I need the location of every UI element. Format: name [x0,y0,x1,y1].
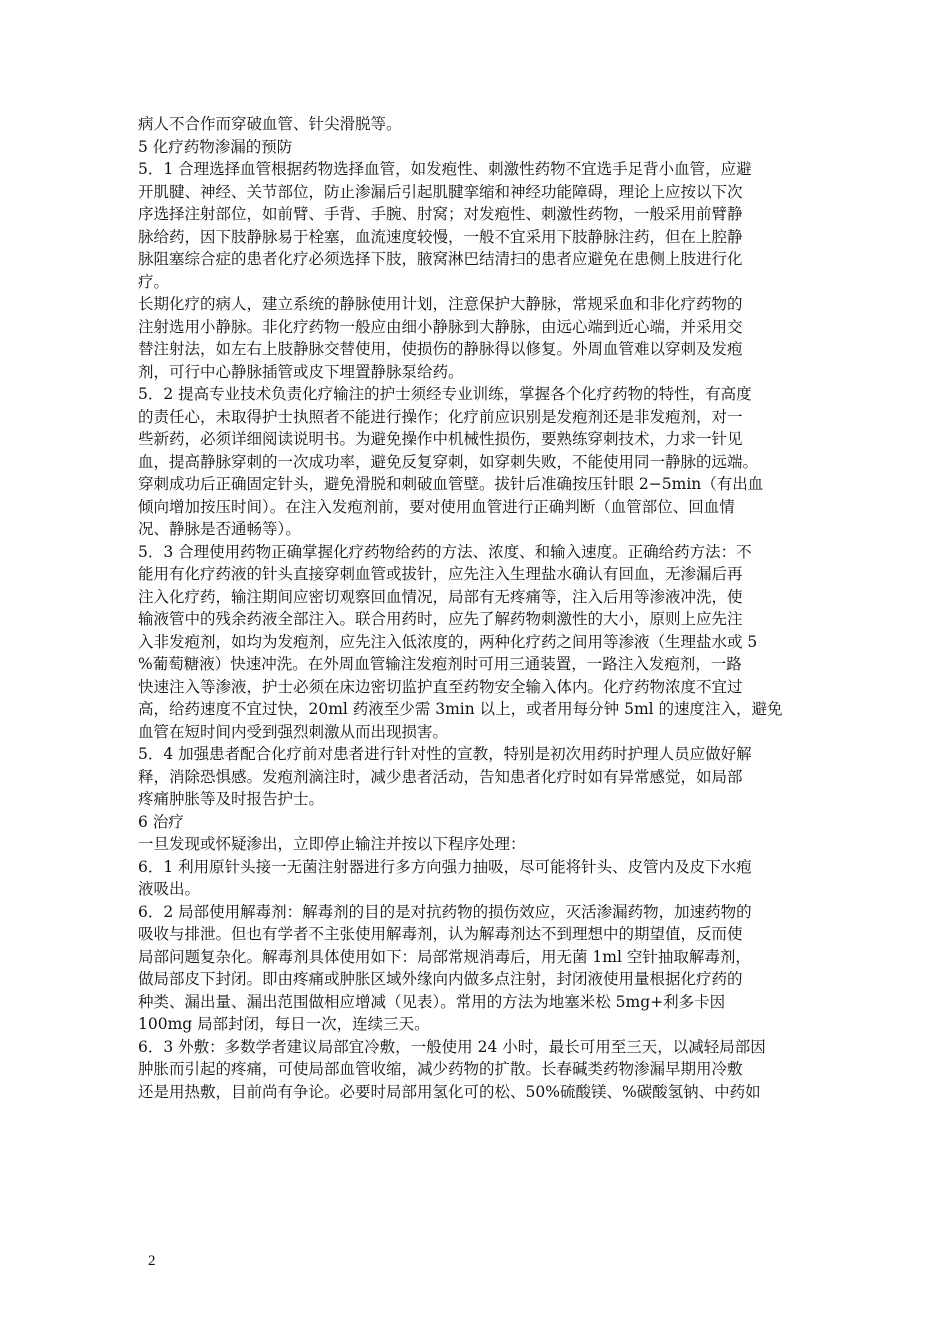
text-line: 些新药，必须详细阅读说明书。为避免操作中机械性损伤，要熟练穿刺技术，力求一针见 [138,430,743,448]
text-line: 序选择注射部位，如前臂、手背、手腕、肘窝；对发疱性、刺激性药物，一般采用前臂静 [138,205,743,223]
text-line: 种类、漏出量、漏出范围做相应增减（见表）。常用的方法为地塞米松 5mg+利多卡因 [138,992,726,1011]
text-line: 肿胀而引起的疼痛，可使局部血管收缩，减少药物的扩散。长春碱类药物渗漏早期用冷敷 [138,1060,743,1078]
text-line: %葡萄糖液）快速冲洗。在外周血管输注发疱剂时可用三通装置，一路注入发疱剂，一路 [138,655,742,673]
text-line: 血，提高静脉穿刺的一次成功率，避免反复穿刺，如穿刺失败，不能使用同一静脉的远端。 [138,452,759,471]
page-number: 2 [148,1253,156,1269]
text-line: 高，给药速度不宜过快，20ml 药液至少需 3min 以上，或者用每分钟 5ml 的速度注入，避免 [138,700,783,718]
text-line: 吸收与排泄。但也有学者不主张使用解毒剂，认为解毒剂达不到理想中的期望值，反而使 [138,925,743,943]
text-line: 还是用热敷，目前尚有争论。必要时局部用氢化可的松、50%硫酸镁、%碳酸氢钠、中药如 [138,1082,761,1101]
text-line: 一旦发现或怀疑渗出，立即停止输注并按以下程序处理： [138,835,526,853]
text-line: 疗。 [138,272,170,291]
text-line: 长期化疗的病人，建立系统的静脉使用计划，注意保护大静脉，常规采血和非化疗药物的 [138,295,743,313]
document-body-text [138,113,818,1103]
text-line: 病人不合作而穿破血管、针尖滑脱等。 [138,115,402,133]
text-line: 快速注入等渗液，护士必须在床边密切监护直至药物安全输入体内。化疗药物浓度不宜过 [138,677,743,696]
text-line: 的责任心，未取得护士执照者不能进行操作；化疗前应识别是发疱剂还是非发疱剂，对一 [138,407,743,426]
text-line: 100mg 局部封闭，每日一次，连续三天。 [138,1015,430,1033]
text-line: 注入化疗药，输注期间应密切观察回血情况，局部有无疼痛等，注入后用等渗液冲洗，使 [138,587,743,606]
text-line: 6 治疗 [138,812,184,831]
text-line: 输液管中的残余药液全部注入。联合用药时，应先了解药物刺激性的大小，原则上应先注 [138,610,743,628]
text-line: 倾向增加按压时间）。在注入发疱剂前，要对使用血管进行正确判断（血管部位、回血情 [138,497,735,516]
text-line: 况、静脉是否通畅等）。 [138,520,301,538]
text-line: 5．1 合理选择血管根据药物选择血管，如发疱性、刺激性药物不宜选手足背小血管，应避 [138,160,752,178]
text-line: 注射选用小静脉。非化疗药物一般应由细小静脉到大静脉，由远心端到近心端，并采用交 [138,317,743,336]
text-line: 5．4 加强患者配合化疗前对患者进行针对性的宣教，特别是初次用药时护理人员应做好解 [138,745,752,763]
text-line: 做局部皮下封闭。即由疼痛或肿胀区域外缘向内做多点注射，封闭液使用量根据化疗药的 [138,970,743,988]
text-line: 脉给药，因下肢静脉易于栓塞，血流速度较慢，一般不宜采用下肢静脉注药，但在上腔静 [138,227,743,246]
text-line: 液吸出。 [138,880,201,898]
text-line: 入非发疱剂，如均为发疱剂，应先注入低浓度的，两种化疗药之间用等渗液（生理盐水或 5 [138,632,758,651]
text-line: 6．3 外敷：多数学者建议局部宜冷敷，一般使用 24 小时，最长可用至三天，以减轻局部因 [138,1037,766,1056]
text-line: 释，消除恐惧感。发疱剂滴注时，减少患者活动，告知患者化疗时如有异常感觉，如局部 [138,767,743,786]
text-line: 5．2 提高专业技术负责化疗输注的护士须经专业训练，掌握各个化疗药物的特性，有高度 [138,385,752,403]
text-line: 替注射法，如左右上肢静脉交替使用，使损伤的静脉得以修复。外周血管难以穿刺及发疱 [138,340,743,358]
text-line: 血管在短时间内受到强烈刺激从而出现损害。 [138,722,449,741]
text-line: 穿刺成功后正确固定针头，避免滑脱和刺破血管壁。拔针后准确按压针眼 2−5min（有出血 [138,475,764,493]
text-line: 5 化疗药物渗漏的预防 [138,137,293,156]
text-line: 局部问题复杂化。解毒剂具体使用如下：局部常规消毒后，用无菌 1ml 空针抽取解毒剂， [138,947,751,966]
text-line: 脉阻塞综合症的患者化疗必须选择下肢，腋窝淋巴结清扫的患者应避免在患侧上肢进行化 [138,250,743,268]
text-line: 5．3 合理使用药物正确掌握化疗药物给药的方法、浓度、和输入速度。正确给药方法：不 [138,542,752,561]
text-line: 开肌腱、神经、关节部位，防止渗漏后引起肌腱挛缩和神经功能障碍，理论上应按以下次 [138,182,743,201]
text-line: 剂，可行中心静脉插管或皮下埋置静脉泵给药。 [138,362,464,381]
text-line: 6．1 利用原针头接一无菌注射器进行多方向强力抽吸，尽可能将针头、皮管内及皮下水疱 [138,857,752,876]
text-line: 疼痛肿胀等及时报告护士。 [138,790,325,808]
text-line: 6．2 局部使用解毒剂：解毒剂的目的是对抗药物的损伤效应，灭活渗漏药物，加速药物的 [138,902,752,921]
text-line: 能用有化疗药液的针头直接穿刺血管或拔针，应先注入生理盐水确认有回血，无渗漏后再 [138,565,743,583]
